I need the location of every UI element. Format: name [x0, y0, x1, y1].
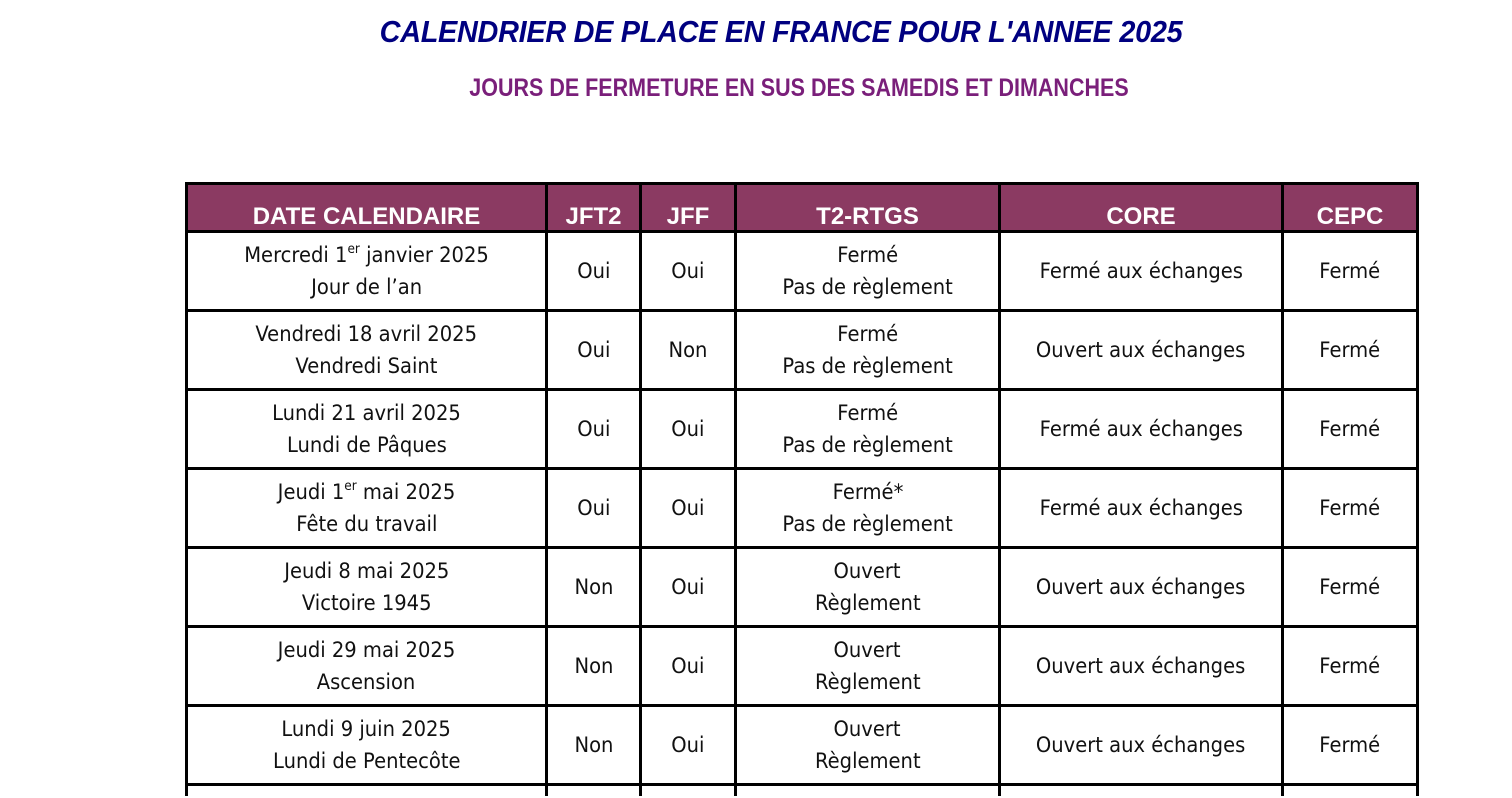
t2-status: Ouvert — [833, 717, 902, 741]
empty-cell — [547, 785, 641, 797]
column-header-cepc: CEPC — [1283, 184, 1418, 232]
t2-settlement: Pas de règlement — [782, 512, 953, 536]
column-header-jft2: JFT2 — [547, 184, 641, 232]
t2-rtgs-cell — [736, 627, 1000, 706]
t2-rtgs-cell — [736, 311, 1000, 390]
empty-cell — [1283, 785, 1418, 797]
empty-cell — [736, 785, 1000, 797]
t2-rtgs-cell — [736, 232, 1000, 311]
column-header-date: DATE CALENDAIRE — [187, 184, 547, 232]
cepc-cell: Fermé — [1283, 548, 1418, 627]
date-cell — [187, 311, 547, 390]
t2-rtgs-cell — [736, 548, 1000, 627]
cepc-cell: Fermé — [1283, 311, 1418, 390]
date-cell — [187, 627, 547, 706]
table-row — [187, 311, 1418, 390]
empty-cell — [1000, 785, 1283, 797]
t2-rtgs-cell — [736, 469, 1000, 548]
core-cell: Fermé aux échanges — [1000, 469, 1283, 548]
cepc-cell: Fermé — [1283, 469, 1418, 548]
cepc-cell: Fermé — [1283, 706, 1418, 785]
jft2-cell: Non — [547, 548, 641, 627]
t2-status: Fermé* — [832, 480, 903, 504]
t2-settlement: Règlement — [814, 591, 921, 615]
jff-cell: Oui — [641, 548, 736, 627]
date-line — [188, 318, 545, 350]
core-cell: Fermé aux échanges — [1000, 390, 1283, 469]
date-line — [188, 713, 545, 745]
table-row — [187, 390, 1418, 469]
date-line — [188, 555, 545, 587]
holiday-name: Fête du travail — [295, 512, 438, 536]
core-cell: Fermé aux échanges — [1000, 232, 1283, 311]
date-prefix: Jeudi 8 mai 2025 — [283, 559, 450, 583]
jft2-cell: Non — [547, 627, 641, 706]
jft2-cell: Oui — [547, 232, 641, 311]
date-cell — [187, 548, 547, 627]
t2-settlement: Pas de règlement — [782, 433, 953, 457]
date-prefix: Jeudi 29 mai 2025 — [277, 638, 456, 662]
cepc-cell: Fermé — [1283, 232, 1418, 311]
holiday-name: Jour de l’an — [311, 275, 422, 299]
jft2-cell: Oui — [547, 390, 641, 469]
date-prefix: Lundi 9 juin 2025 — [281, 717, 452, 741]
core-cell: Ouvert aux échanges — [1000, 311, 1283, 390]
column-header-core: CORE — [1000, 184, 1283, 232]
jff-cell: Oui — [641, 469, 736, 548]
date-cell — [187, 469, 547, 548]
empty-cell — [641, 785, 736, 797]
core-cell: Ouvert aux échanges — [1000, 627, 1283, 706]
column-header-jff: JFF — [641, 184, 736, 232]
table-row — [187, 627, 1418, 706]
date-line — [188, 634, 545, 666]
core-cell: Ouvert aux échanges — [1000, 706, 1283, 785]
jft2-cell: Non — [547, 706, 641, 785]
date-suffix: janvier 2025 — [359, 243, 489, 267]
holiday-name: Lundi de Pentecôte — [272, 749, 461, 773]
t2-rtgs-cell — [736, 390, 1000, 469]
table-row — [187, 232, 1418, 311]
jff-cell: Oui — [641, 232, 736, 311]
table-body — [187, 232, 1418, 797]
t2-rtgs-cell — [736, 706, 1000, 785]
date-prefix: Jeudi 1 — [277, 480, 345, 504]
jff-cell: Oui — [641, 706, 736, 785]
t2-settlement: Pas de règlement — [782, 354, 953, 378]
date-line — [188, 476, 545, 508]
table-row-partial — [187, 785, 1418, 797]
table-row — [187, 548, 1418, 627]
column-header-t2-rtgs: T2-RTGS — [736, 184, 1000, 232]
date-ordinal-superscript: er — [347, 242, 360, 257]
date-prefix: Vendredi 18 avril 2025 — [255, 322, 478, 346]
date-line — [188, 239, 545, 271]
t2-settlement: Règlement — [814, 670, 921, 694]
jff-cell: Oui — [641, 390, 736, 469]
date-ordinal-superscript: er — [344, 479, 357, 494]
t2-settlement: Pas de règlement — [782, 275, 953, 299]
date-cell — [187, 232, 547, 311]
date-prefix: Mercredi 1 — [244, 243, 348, 267]
document-subtitle: JOURS DE FERMETURE EN SUS DES SAMEDIS ET DIMANCHES — [469, 74, 1129, 102]
core-cell: Ouvert aux échanges — [1000, 548, 1283, 627]
date-cell — [187, 390, 547, 469]
t2-settlement: Règlement — [814, 749, 921, 773]
jft2-cell: Oui — [547, 469, 641, 548]
t2-status: Fermé — [837, 401, 898, 425]
holiday-name: Ascension — [317, 670, 416, 694]
empty-cell — [187, 785, 547, 797]
cepc-cell: Fermé — [1283, 627, 1418, 706]
table-row — [187, 469, 1418, 548]
t2-status: Ouvert — [833, 638, 902, 662]
jff-cell: Non — [641, 311, 736, 390]
date-cell — [187, 706, 547, 785]
holiday-calendar-table — [185, 182, 1419, 796]
cepc-cell: Fermé — [1283, 390, 1418, 469]
date-suffix: mai 2025 — [356, 480, 456, 504]
document-title: CALENDRIER DE PLACE EN FRANCE POUR L'ANNEE 2025 — [379, 14, 1183, 49]
t2-status: Fermé — [837, 243, 898, 267]
t2-status: Ouvert — [833, 559, 902, 583]
holiday-name: Lundi de Pâques — [286, 433, 447, 457]
table-header-row — [187, 184, 1418, 232]
holiday-name: Victoire 1945 — [301, 591, 432, 615]
date-prefix: Lundi 21 avril 2025 — [272, 401, 461, 425]
date-line — [188, 397, 545, 429]
table-row — [187, 706, 1418, 785]
jft2-cell: Oui — [547, 311, 641, 390]
t2-status: Fermé — [837, 322, 898, 346]
holiday-name: Vendredi Saint — [295, 354, 438, 378]
jff-cell: Oui — [641, 627, 736, 706]
